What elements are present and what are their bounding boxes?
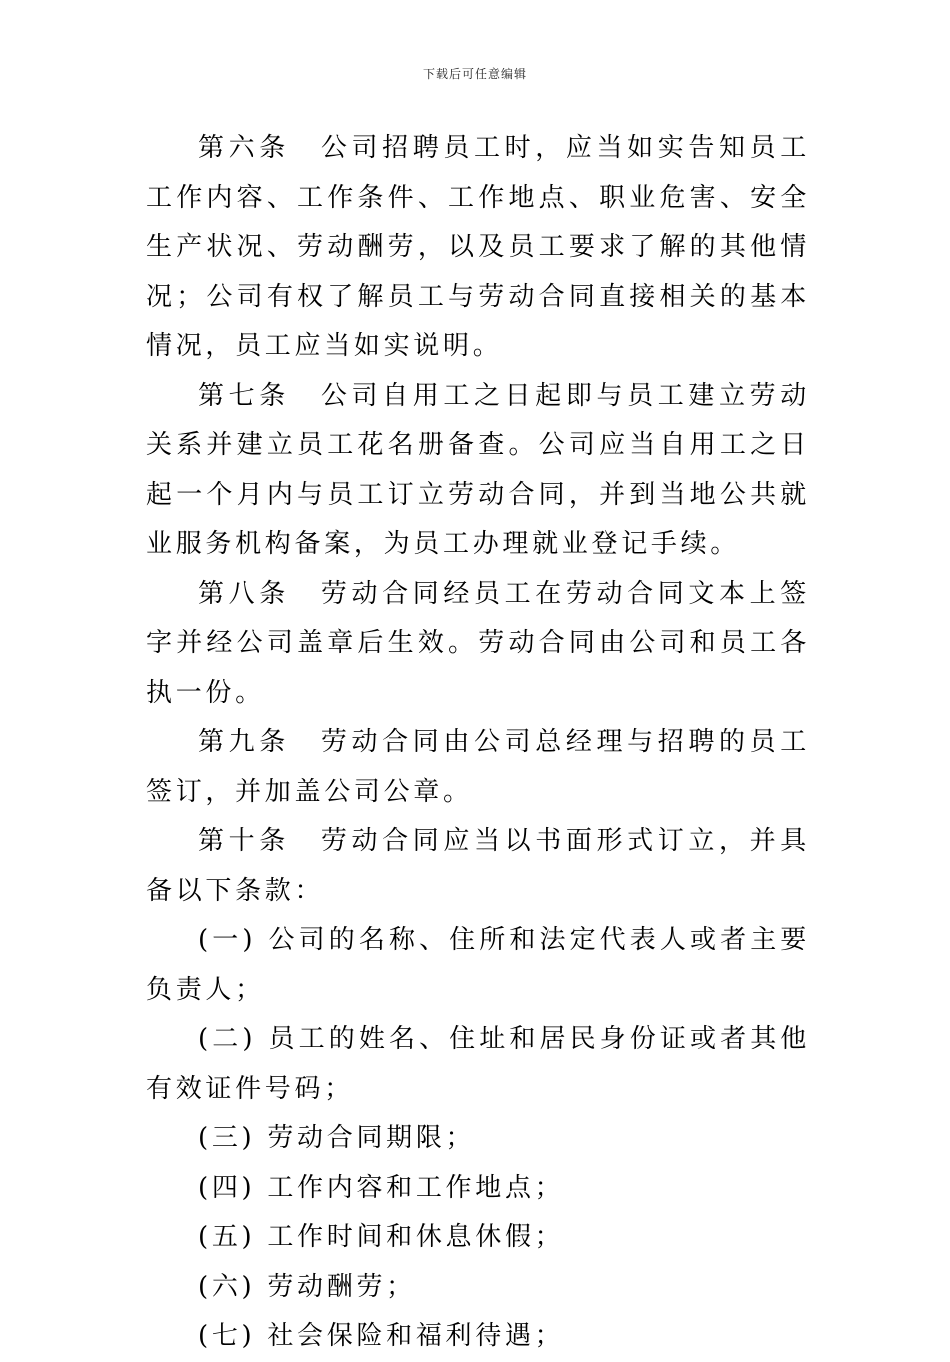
article-text: 劳动合同由公司总经理与招聘的员工签订，并加盖公司公章。 (146, 727, 811, 807)
article-text: 劳动合同应当以书面形式订立，并具备以下条款： (146, 826, 811, 906)
article-text: 公司招聘员工时，应当如实告知员工工作内容、工作条件、工作地点、职业危害、安全生产状况、劳动酬劳，以及员工要求了解的其他情况；公司有权了解员工与劳动合同直接相关的基本情况，员工应当如实说明。 (146, 133, 811, 361)
article-7 (146, 372, 810, 570)
article-10 (146, 817, 810, 916)
clause-item: (五) 工作时间和休息休假； (198, 1222, 565, 1252)
clause-item: (一) 公司的名称、住所和法定代表人或者主要负责人； (146, 925, 810, 1005)
clause-item: (六) 劳动酬劳； (198, 1271, 416, 1302)
clause-item: (三) 劳动合同期限； (198, 1123, 476, 1153)
article-text: 公司自用工之日起即与员工建立劳动关系并建立员工花名册备查。公司应当自用工之日起一个月内与员工订立劳动合同，并到当地公共就业服务机构备案，为员工办理就业登记手续。 (146, 380, 811, 559)
document-body (146, 124, 810, 1362)
clause-item: (四) 工作内容和工作地点； (198, 1172, 565, 1203)
article-text: 劳动合同经员工在劳动合同文本上签字并经公司盖章后生效。劳动合同由公司和员工各执一份。 (146, 578, 811, 708)
article-6 (146, 124, 810, 372)
article-label: 第八条 (198, 578, 290, 609)
clause-item: (二) 员工的姓名、住址和居民身份证或者其他有效证件号码； (146, 1024, 810, 1104)
article-8 (146, 570, 810, 719)
article-label: 第六条 (198, 133, 290, 163)
article-label: 第九条 (198, 727, 290, 757)
article-label: 第十条 (198, 826, 290, 856)
article-label: 第七条 (198, 380, 290, 411)
article-9 (146, 718, 810, 817)
clause-item: (七) 社会保险和福利待遇； (198, 1321, 565, 1351)
page-header: 下载后可任意编辑 (422, 67, 527, 81)
